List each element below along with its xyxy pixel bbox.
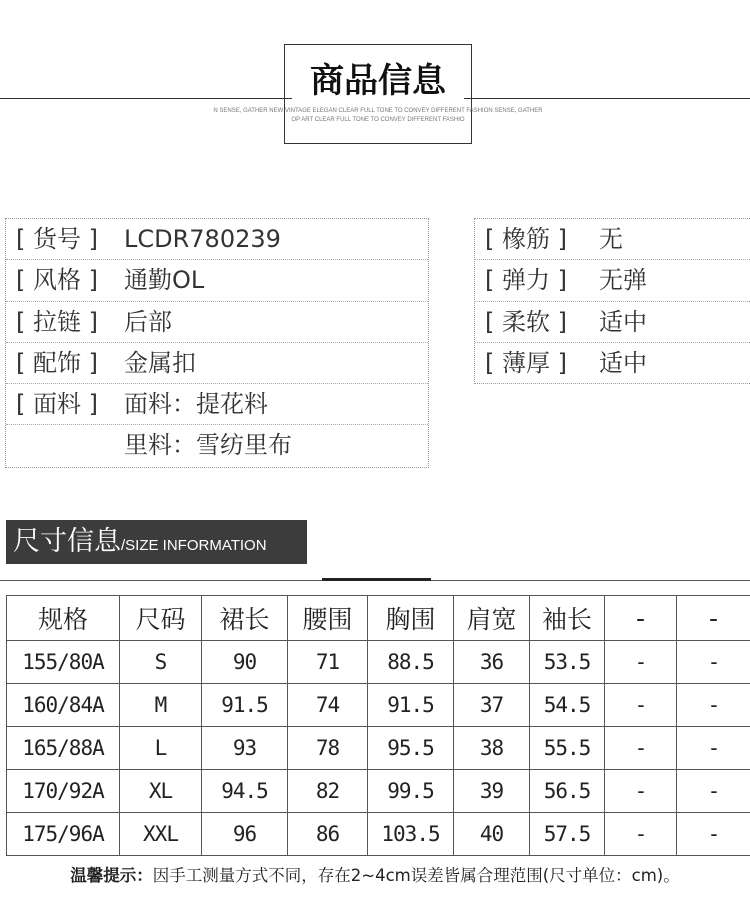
- table-cell: S: [120, 641, 202, 684]
- attribute-row: [475, 343, 750, 384]
- column-header: -: [677, 596, 750, 641]
- header-subtitle-line2: OP ART CLEAR FULL TONE TO CONVEY DIFFERENT FASHIO: [291, 117, 465, 123]
- table-cell: -: [605, 641, 677, 684]
- note-text: 因手工测量方式不同，存在2~4cm误差皆属合理范围(尺寸单位：cm)。: [152, 866, 680, 885]
- column-header: 规格: [7, 596, 120, 641]
- table-cell: 103.5: [368, 813, 454, 856]
- table-cell: 57.5: [530, 813, 605, 856]
- size-section-header: [6, 520, 307, 564]
- table-cell: 54.5: [530, 684, 605, 727]
- table-cell: 39: [454, 770, 530, 813]
- table-cell: 155/80A: [7, 641, 120, 684]
- table-cell: 93: [202, 727, 288, 770]
- attribute-value: 金属扣: [124, 348, 196, 377]
- attribute-label: [ 拉链 ]: [16, 307, 98, 336]
- attribute-row: [6, 384, 428, 425]
- table-row: [7, 684, 750, 727]
- size-table: [6, 595, 750, 856]
- attribute-row: [6, 302, 428, 343]
- measurement-note: [0, 862, 750, 886]
- table-cell: 94.5: [202, 770, 288, 813]
- header-subtitle: [210, 107, 546, 125]
- attribute-value: 无: [599, 225, 623, 253]
- table-cell: 160/84A: [7, 684, 120, 727]
- table-cell: -: [605, 813, 677, 856]
- attribute-row: [475, 302, 750, 343]
- attribute-table-right: [474, 218, 750, 384]
- table-cell: 53.5: [530, 641, 605, 684]
- table-cell: 170/92A: [7, 770, 120, 813]
- column-header: 胸围: [368, 596, 454, 641]
- size-section-accent-rule: [322, 578, 431, 581]
- table-cell: 175/96A: [7, 813, 120, 856]
- table-cell: 165/88A: [7, 727, 120, 770]
- table-cell: 74: [288, 684, 368, 727]
- size-table-header-row: [7, 596, 750, 641]
- table-cell: 71: [288, 641, 368, 684]
- table-cell: -: [605, 684, 677, 727]
- table-cell: 95.5: [368, 727, 454, 770]
- attribute-label: [ 橡筋 ]: [485, 225, 567, 253]
- attribute-value: 后部: [124, 307, 172, 336]
- attribute-label: [ 配饰 ]: [16, 348, 98, 377]
- table-cell: -: [677, 684, 750, 727]
- table-cell: 90: [202, 641, 288, 684]
- table-cell: 82: [288, 770, 368, 813]
- header-subtitle-line1: N SENSE, GATHER NEW VINTAGE ELEGAN CLEAR FULL TONE TO CONVEY DIFFERENT FASHION SENSE, GATHER: [213, 108, 543, 114]
- attribute-row: [475, 219, 750, 260]
- table-cell: 37: [454, 684, 530, 727]
- attribute-label: [ 风格 ]: [16, 266, 98, 295]
- table-cell: L: [120, 727, 202, 770]
- column-header: 肩宽: [454, 596, 530, 641]
- table-cell: -: [677, 813, 750, 856]
- attribute-row: [6, 260, 428, 301]
- attribute-row: [6, 425, 428, 466]
- table-cell: 55.5: [530, 727, 605, 770]
- table-cell: 86: [288, 813, 368, 856]
- table-row: [7, 770, 750, 813]
- column-header: 尺码: [120, 596, 202, 641]
- size-section-subtitle: /SIZE INFORMATION: [121, 537, 267, 554]
- table-row: [7, 641, 750, 684]
- column-header: 裙长: [202, 596, 288, 641]
- table-cell: XXL: [120, 813, 202, 856]
- table-cell: 36: [454, 641, 530, 684]
- table-cell: 40: [454, 813, 530, 856]
- attribute-label: [ 弹力 ]: [485, 266, 567, 295]
- column-header: 袖长: [530, 596, 605, 641]
- attribute-label: [ 面料 ]: [16, 390, 98, 419]
- column-header: 腰围: [288, 596, 368, 641]
- table-cell: M: [120, 684, 202, 727]
- attribute-label: [ 薄厚 ]: [485, 348, 567, 377]
- attribute-value: 适中: [599, 307, 647, 336]
- note-label: 温馨提示：: [70, 866, 153, 885]
- attribute-value: LCDR780239: [124, 225, 281, 253]
- table-row: [7, 727, 750, 770]
- table-row: [7, 813, 750, 856]
- attribute-value: 适中: [599, 348, 647, 377]
- size-section-title: 尺寸信息: [13, 526, 121, 557]
- table-cell: 99.5: [368, 770, 454, 813]
- page-title: 商品信息: [292, 58, 464, 104]
- table-cell: -: [677, 770, 750, 813]
- table-cell: 91.5: [368, 684, 454, 727]
- attribute-row: [6, 219, 428, 260]
- attribute-row: [475, 260, 750, 301]
- table-cell: 38: [454, 727, 530, 770]
- table-cell: -: [605, 770, 677, 813]
- table-cell: 56.5: [530, 770, 605, 813]
- table-cell: 78: [288, 727, 368, 770]
- table-cell: 88.5: [368, 641, 454, 684]
- attribute-label: [ 柔软 ]: [485, 307, 567, 336]
- attribute-value: 面料：提花料: [124, 390, 268, 419]
- table-cell: 96: [202, 813, 288, 856]
- table-cell: -: [605, 727, 677, 770]
- table-cell: -: [677, 641, 750, 684]
- attribute-value: 无弹: [599, 266, 647, 295]
- table-cell: -: [677, 727, 750, 770]
- attribute-row: [6, 343, 428, 384]
- attribute-label: [ 货号 ]: [16, 225, 98, 253]
- table-cell: XL: [120, 770, 202, 813]
- attribute-value: 通勤OL: [124, 266, 205, 295]
- table-cell: 91.5: [202, 684, 288, 727]
- column-header: -: [605, 596, 677, 641]
- attribute-value: 里料：雪纺里布: [124, 431, 292, 460]
- attribute-table-left: [5, 218, 429, 468]
